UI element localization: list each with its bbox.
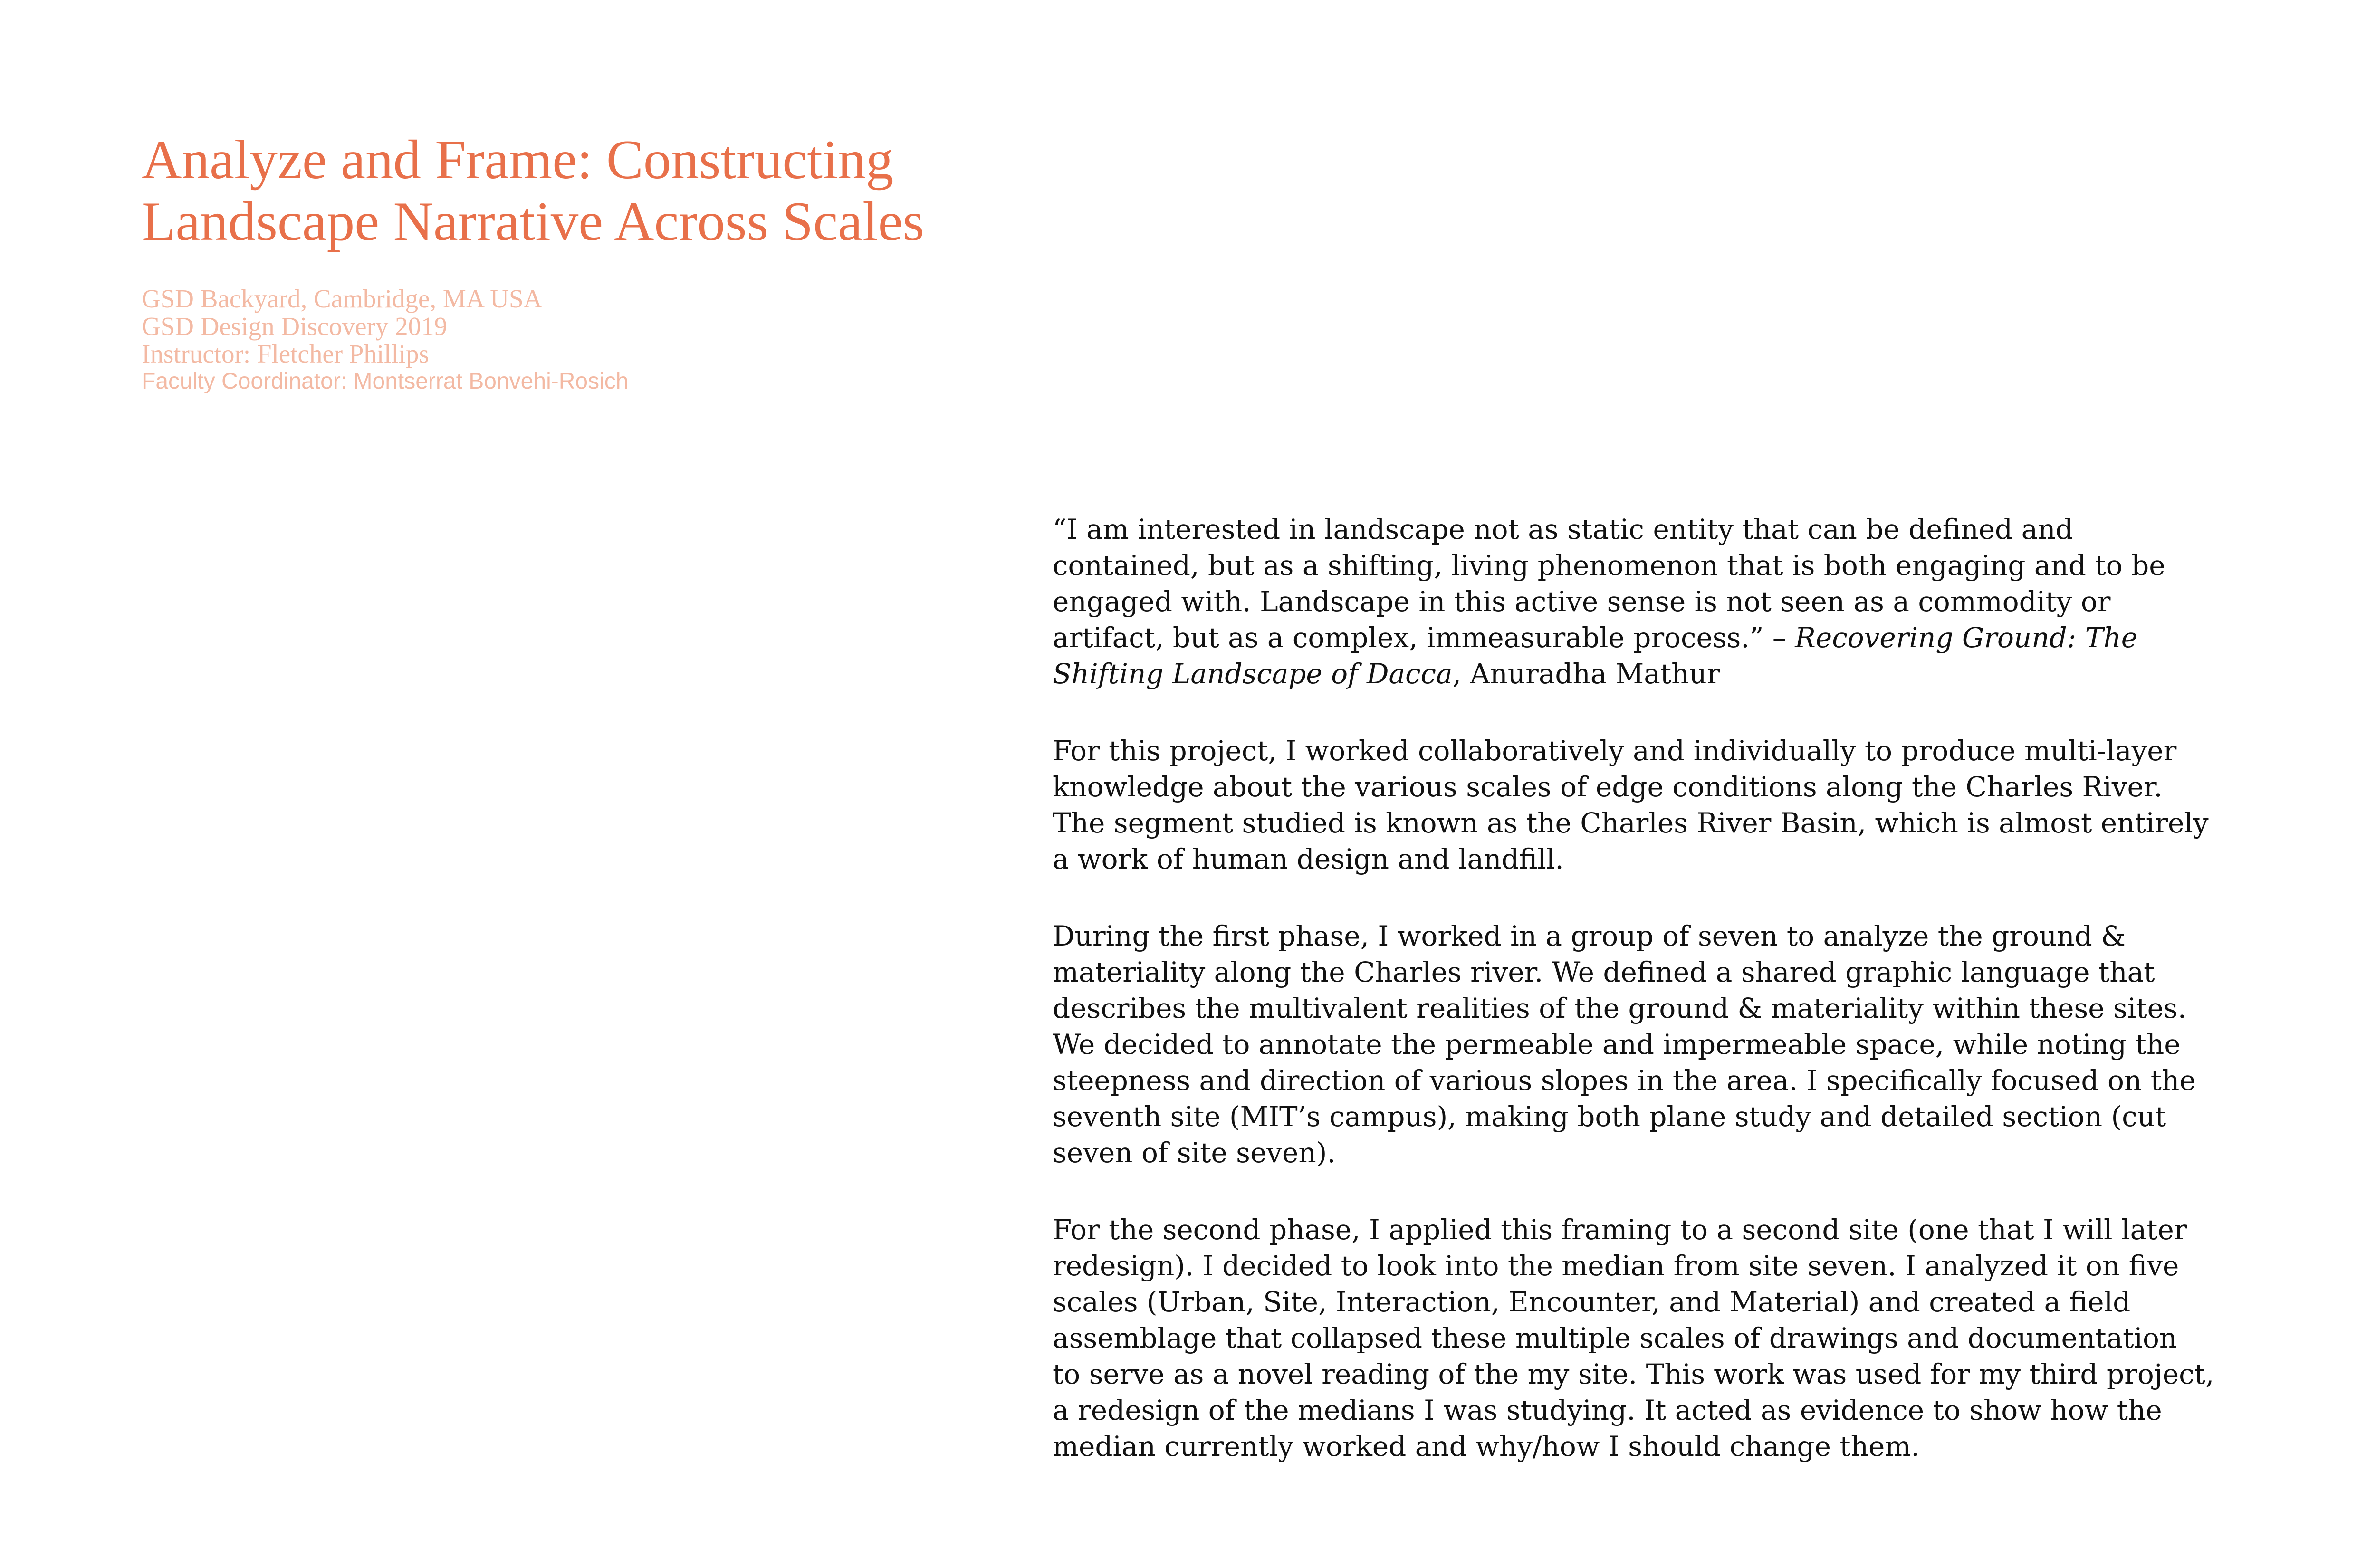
quote-source-title: Shifting Landscape of Dacca: [1053, 658, 1453, 690]
meta-instructor: Instructor: Fletcher Phillips: [142, 339, 429, 368]
page-title: [142, 129, 1092, 253]
paragraph-second-phase: [1053, 1212, 2336, 1464]
paragraph-line: For this project, I worked collaboratively and individually to produce multi-layer: [1053, 735, 2177, 767]
paragraph-line: seventh site (MIT’s campus), making both plane study and detailed section (cut: [1053, 1100, 2166, 1133]
quote-source-title: Recovering Ground: The: [1795, 621, 2138, 654]
paragraph-line: seven of site seven).: [1053, 1137, 1336, 1169]
paragraph-line: to serve as a novel reading of the my site. This work was used for my third project,: [1053, 1358, 2214, 1390]
paragraph-line: steepness and direction of various slopes in the area. I specifically focused on the: [1053, 1064, 2196, 1097]
paragraph-line: The segment studied is known as the Charles River Basin, which is almost entirely: [1053, 807, 2209, 839]
quote-line: contained, but as a shifting, living phenomenon that is both engaging and to be: [1053, 549, 2165, 582]
quote-line: engaged with. Landscape in this active sense is not seen as a commodity or: [1053, 585, 2111, 618]
project-meta: [142, 285, 1092, 395]
paragraph-line: a work of human design and landfill.: [1053, 843, 1564, 875]
paragraph-line: knowledge about the various scales of edge conditions along the Charles River.: [1053, 771, 2163, 803]
quote-line: [1053, 620, 2336, 656]
quote-paragraph: [1053, 511, 2336, 692]
paragraph-line: assemblage that collapsed these multiple scales of drawings and documentation: [1053, 1322, 2177, 1354]
meta-coordinator: Faculty Coordinator: Montserrat Bonvehi-Rosich: [142, 369, 629, 394]
page-title-line-2: Landscape Narrative Across Scales: [142, 191, 925, 252]
quote-text: artifact, but as a complex, immeasurable process.” –: [1053, 621, 1795, 654]
paragraph-line: scales (Urban, Site, Interaction, Encounter, and Material) and created a field: [1053, 1286, 2131, 1318]
paragraph-line: redesign). I decided to look into the median from site seven. I analyzed it on five: [1053, 1250, 2179, 1282]
quote-line: “I am interested in landscape not as static entity that can be defined and: [1053, 513, 2073, 545]
quote-author: , Anuradha Mathur: [1452, 658, 1720, 690]
paragraph-project: [1053, 733, 2336, 877]
paragraph-line: For the second phase, I applied this framing to a second site (one that I will later: [1053, 1214, 2187, 1246]
page-title-line-1: Analyze and Frame: Constructing: [142, 129, 894, 191]
body-text: [1053, 511, 2336, 1505]
paragraph-line: describes the multivalent realities of the ground & materiality within these sites.: [1053, 992, 2187, 1024]
paragraph-line: We decided to annotate the permeable and impermeable space, while noting the: [1053, 1028, 2181, 1061]
paragraph-line: materiality along the Charles river. We defined a shared graphic language that: [1053, 956, 2155, 988]
paragraph-line: During the first phase, I worked in a group of seven to analyze the ground &: [1053, 920, 2126, 952]
quote-line: [1053, 656, 2336, 692]
meta-location: GSD Backyard, Cambridge, MA USA: [142, 284, 543, 313]
meta-program: GSD Design Discovery 2019: [142, 312, 448, 341]
paragraph-line: median currently worked and why/how I should change them.: [1053, 1430, 1920, 1463]
paragraph-line: a redesign of the medians I was studying. It acted as evidence to show how the: [1053, 1394, 2162, 1426]
paragraph-first-phase: [1053, 918, 2336, 1171]
